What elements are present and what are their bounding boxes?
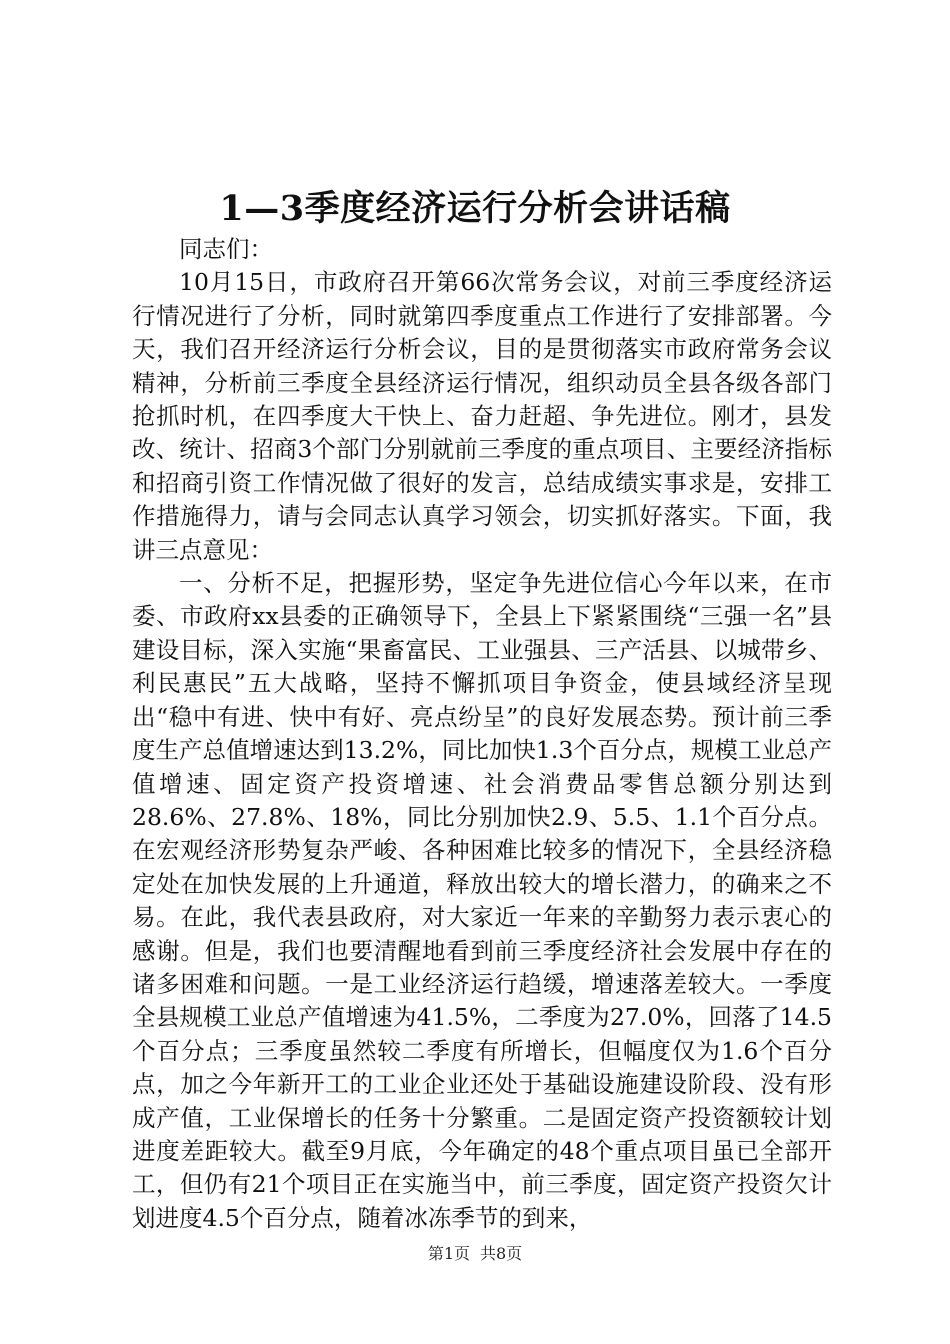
page-total: 共8页 [480, 1244, 523, 1263]
document-title: 1—3季度经济运行分析会讲话稿 [219, 188, 731, 229]
salutation: 同志们： [179, 235, 273, 263]
document-body [132, 233, 832, 1235]
paragraph-1: 10月15日，市政府召开第66次常务会议，对前三季度经济运行情况进行了分析，同时就第四季度重点工作进行了安排部署。今天，我们召开经济运行分析会议，目的是贯彻落实市政府常务会议精神，分析前三季度全县经济运行情况，组织动员全县各级各部门抢抓时机，在四季度大干快上、奋力赶超、争先进位。刚才，县发改、统计、招商3个部门分别就前三季度的重点项目、主要经济指标和招商引资工作情况做了很好的发言，总结成绩实事求是，安排工作措施得力，请与会同志认真学习领会，切实抓好落实。下面，我讲三点意见： [132, 268, 832, 564]
page-footer [0, 1243, 950, 1265]
paragraph-2: 一、分析不足，把握形势，坚定争先进位信心今年以来，在市委、市政府xx县委的正确领导下，全县上下紧紧围绕“三强一名”县建设目标，深入实施“果畜富民、工业强县、三产活县、以城带乡、利民惠民”五大战略，坚持不懈抓项目争资金，使县域经济呈现出“稳中有进、快中有好、亮点纷呈”的良好发展态势。预计前三季度生产总值增速达到13.2%，同比加快1.3个百分点，规模工业总产值增速、固定资产投资增速、社会消费品零售总额分别达到28.6%、27.8%、18%，同比分别加快2.9、5.5、1.1个百分点。在宏观经济形势复杂严峻、各种困难比较多的情况下，全县经济稳定处在加快发展的上升通道，释放出较大的增长潜力，的确来之不易。在此，我代表县政府，对大家近一年来的辛勤努力表示衷心的感谢。但是，我们也要清醒地看到前三季度经济社会发展中存在的诸多困难和问题。一是工业经济运行趋缓，增速落差较大。一季度全县规模工业总产值增速为41.5%，二季度为27.0%，回落了14.5个百分点；三季度虽然较二季度有所增长，但幅度仅为1.6个百分点，加之今年新开工的工业企业还处于基础设施建设阶段、没有形成产值，工业保增长的任务十分繁重。二是固定资产投资额较计划进度差距较大。截至9月底，今年确定的48个重点项目虽已全部开工，但仍有21个项目正在实施当中，前三季度，固定资产投资欠计划进度4.5个百分点，随着冰冻季节的到来， [132, 569, 832, 1232]
page-number: 第1页 [427, 1244, 470, 1263]
